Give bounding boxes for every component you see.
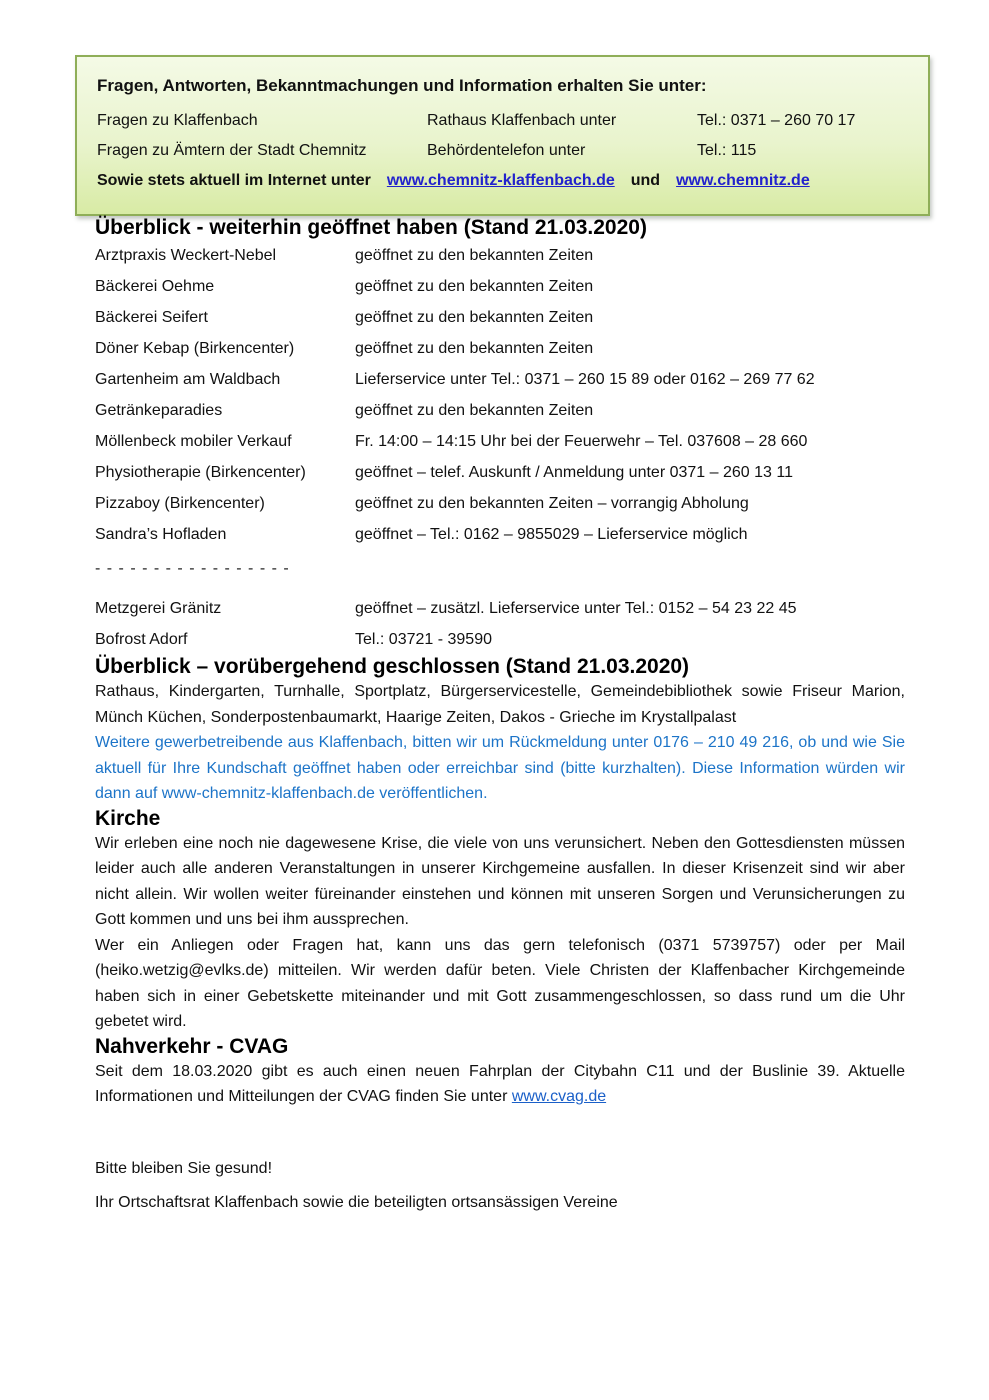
info-row-topic: Fragen zu Ämtern der Stadt Chemnitz	[97, 142, 367, 159]
business-status: geöffnet zu den bekannten Zeiten – vorrangig Abholung	[355, 495, 749, 512]
closed-facilities-text: Rathaus, Kindergarten, Turnhalle, Sportplatz, Bürgerservicestelle, Gemeindebibliothek sowie Friseur Marion, Münch Küchen, Sonderpostenbaumarkt, Haarige Zeiten, Dakos - Grieche im Krystallpalast	[95, 683, 905, 726]
nahverkehr-paragraph	[95, 1059, 905, 1110]
business-status: geöffnet zu den bekannten Zeiten	[355, 247, 594, 264]
list-item	[95, 271, 905, 302]
heading-kirche: Kirche	[95, 806, 161, 830]
business-status: geöffnet – zusätzl. Lieferservice unter Tel.: 0152 – 54 23 22 45	[355, 600, 797, 617]
list-item	[95, 488, 905, 519]
list-item	[95, 364, 905, 395]
business-status: geöffnet – Tel.: 0162 – 9855029 – Lieferservice möglich	[355, 526, 748, 543]
business-name: Pizzaboy (Birkencenter)	[95, 495, 265, 512]
business-status: geöffnet zu den bekannten Zeiten	[355, 402, 594, 419]
list-item	[95, 395, 905, 426]
open-business-extra-list	[95, 593, 905, 655]
business-callback-notice: Weitere gewerbetreibende aus Klaffenbach, bitten wir um Rückmeldung unter 0176 – 210 49 216, ob und wie Sie aktuell für Ihre Kundschaft geöffnet haben oder erreichbar sind (bitte kurzhalten). Diese Information würden wir dann auf www-chemnitz-klaffenbach.de veröffentlichen.	[95, 734, 905, 802]
internet-row-prefix: Sowie stets aktuell im Internet unter	[97, 172, 371, 189]
info-row-place: Rathaus Klaffenbach unter	[427, 112, 617, 129]
list-item	[95, 457, 905, 488]
business-status: geöffnet zu den bekannten Zeiten	[355, 278, 594, 295]
kirche-paragraph-1: Wir erleben eine noch nie dagewesene Krise, die viele von uns verunsichert. Neben den Gottesdiensten müssen leider auch alle anderen Veranstaltungen in unserer Kirchgemeine ausfallen. In dieser Krisenzeit sind wir aber nicht allein. Wir wollen weiter füreinander einstehen und können mit unseren Sorgen und Verunsicherungen zu Gott kommen und uns bei ihm aussprechen.	[95, 834, 905, 928]
business-name: Möllenbeck mobiler Verkauf	[95, 433, 292, 450]
business-name: Bäckerei Seifert	[95, 309, 208, 326]
footer-block	[95, 1156, 905, 1215]
business-name: Bäckerei Oehme	[95, 278, 215, 295]
info-box	[75, 55, 930, 216]
kirche-paragraph-2: Wer ein Anliegen oder Fragen hat, kann uns das gern telefonisch (0371 5739757) oder per Mail (heiko.wetzig@evlks.de) mitteilen. Wir werden dafür beten. Viele Christen der Klaffenbacher Kirchgemeinde haben sich in einer Gebetskette miteinander und mit Gott zusammengeschlossen, so dass rund um die Uhr gebetet wird.	[95, 936, 905, 1030]
list-item	[95, 333, 905, 364]
business-name: Gartenheim am Waldbach	[95, 371, 281, 388]
heading-closed-overview: Überblick – vorübergehend geschlossen (Stand 21.03.2020)	[95, 655, 690, 678]
footer-signature: Ihr Ortschaftsrat Klaffenbach sowie die beteiligten ortsansässigen Vereine	[95, 1193, 618, 1211]
info-row-phone: Tel.: 0371 – 260 70 17	[697, 112, 856, 129]
business-status: Fr. 14:00 – 14:15 Uhr bei der Feuerwehr – Tel. 037608 – 28 660	[355, 433, 808, 450]
info-row-klaffenbach	[97, 106, 908, 136]
info-box-title: Fragen, Antworten, Bekanntmachungen und Information erhalten Sie unter:	[97, 76, 707, 95]
list-item	[95, 593, 905, 624]
heading-nahverkehr: Nahverkehr - CVAG	[95, 1034, 289, 1058]
business-status: Tel.: 03721 - 39590	[355, 631, 492, 648]
info-internet-row	[97, 166, 908, 196]
list-item	[95, 519, 905, 550]
list-item	[95, 624, 905, 655]
business-status: geöffnet zu den bekannten Zeiten	[355, 340, 594, 357]
business-status: geöffnet zu den bekannten Zeiten	[355, 309, 594, 326]
business-name: Bofrost Adorf	[95, 631, 188, 648]
business-name: Physiotherapie (Birkencenter)	[95, 464, 306, 481]
business-status: Lieferservice unter Tel.: 0371 – 260 15 89 oder 0162 – 269 77 62	[355, 371, 815, 388]
business-status: geöffnet – telef. Auskunft / Anmeldung unter 0371 – 260 13 11	[355, 464, 793, 481]
content-column	[95, 216, 905, 1215]
business-name: Arztpraxis Weckert-Nebel	[95, 247, 277, 264]
open-business-list	[95, 240, 905, 550]
link-cvag[interactable]: www.cvag.de	[511, 1088, 607, 1105]
business-name: Döner Kebap (Birkencenter)	[95, 340, 295, 357]
info-row-phone: Tel.: 115	[697, 142, 757, 159]
heading-open-overview: Überblick - weiterhin geöffnet haben (Stand 21.03.2020)	[95, 216, 647, 239]
list-item	[95, 240, 905, 271]
list-item	[95, 302, 905, 333]
link-chemnitz-klaffenbach[interactable]: www.chemnitz-klaffenbach.de	[386, 172, 615, 189]
list-item	[95, 426, 905, 457]
info-row-chemnitz	[97, 136, 908, 166]
business-name: Sandra’s Hofladen	[95, 526, 227, 543]
info-row-topic: Fragen zu Klaffenbach	[97, 112, 258, 129]
link-chemnitz[interactable]: www.chemnitz.de	[676, 172, 810, 189]
internet-row-conjunction: und	[630, 172, 661, 189]
footer-stay-healthy: Bitte bleiben Sie gesund!	[95, 1159, 273, 1177]
nahverkehr-text: Seit dem 18.03.2020 gibt es auch einen neuen Fahrplan der Citybahn C11 und der Buslinie 39. Aktuelle Informationen und Mitteilungen der CVAG finden Sie unter	[95, 1062, 905, 1105]
info-row-place: Behördentelefon unter	[427, 142, 586, 159]
business-name: Metzgerei Gränitz	[95, 600, 222, 617]
business-name: Getränkeparadies	[95, 402, 223, 419]
dashed-separator: - - - - - - - - - - - - - - - - -	[95, 560, 290, 577]
